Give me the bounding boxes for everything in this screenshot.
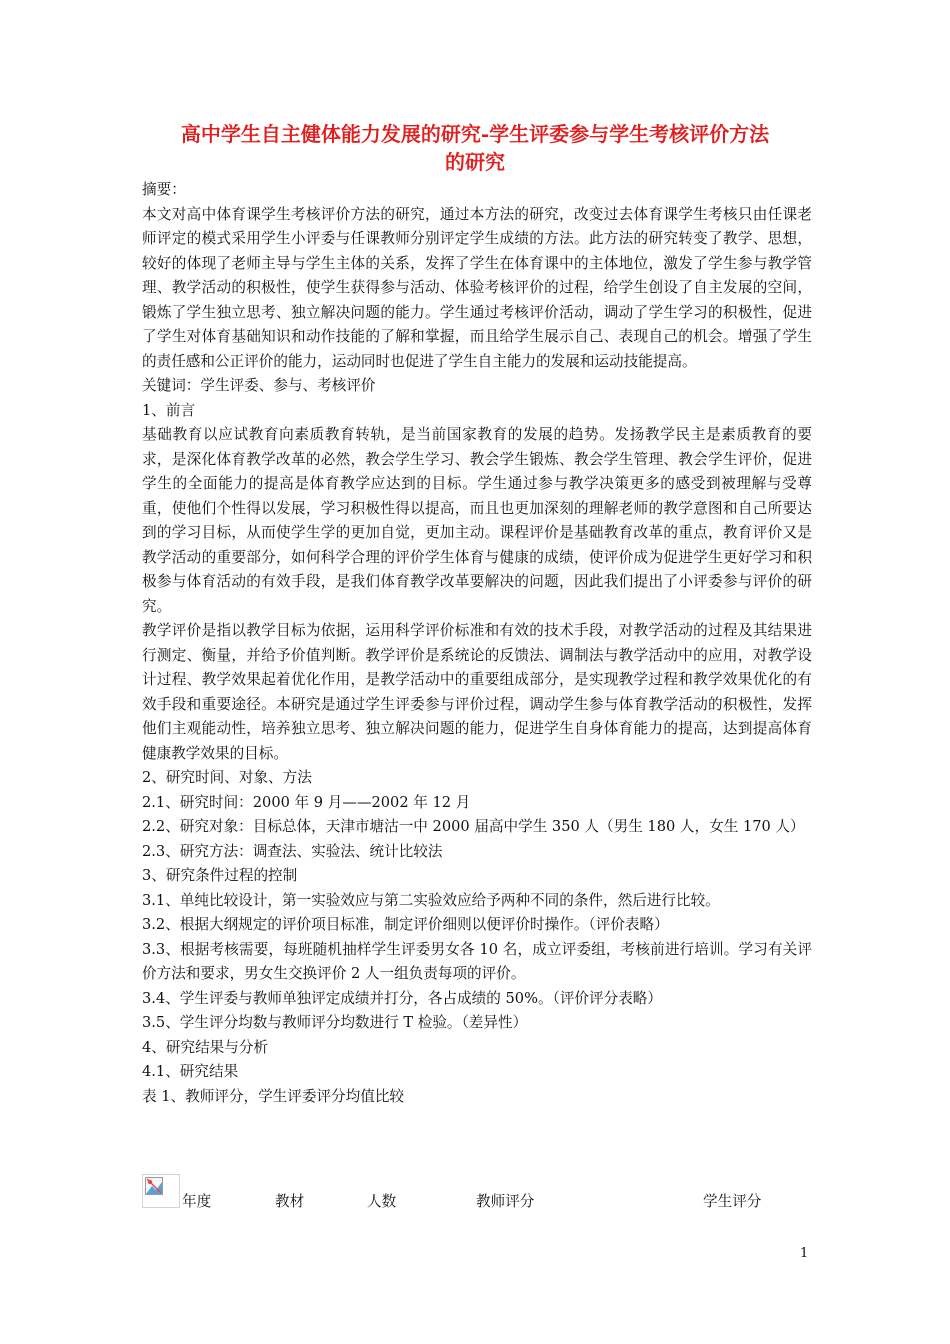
results-subheading: 4.1、研究结果 [142,1063,239,1080]
control-item-3: 3.3、根据考核需要，每班随机抽样学生评委男女各 10 名，成立评委组，考核前进行培训。学习有关评价方法和要求，男女生交换评价 2 人一组负责每项的评价。 [142,940,812,982]
method-subjects: 2.2、研究对象：目标总体，天津市塘沽一中 2000 届高中学生 350 人（男生 180 人，女生 170 人） [142,818,805,835]
method-time: 2.1、研究时间：2000 年 9 月——2002 年 12 月 [142,793,471,811]
abstract-heading: 摘要： [142,181,186,198]
table-header-count: 人数 [367,1193,397,1210]
control-item-2: 3.2、根据大纲规定的评价项目标准，制定评价细则以便评价时操作。（评价表略） [142,916,669,933]
method-approach: 2.3、研究方法：调查法、实验法、统计比较法 [142,842,443,860]
abstract-paragraph: 本文对高中体育课学生考核评价方法的研究，通过本方法的研究，改变过去体育课学生考核只由任课老师评定的模式采用学生小评委与任课教师分别评定学生成绩的方法。此方法的研究转变了教学、思想，较好的体现了老师主导与学生主体的关系，发挥了学生在体育课中的主体地位，激发了学生参与教学管理、教学活动的积极性，使学生获得参与活动、体验考核评价的过程，给学生创设了自主发展的空间，锻炼了学生独立思考、独立解决问题的能力。学生通过考核评价活动，调动了学生学习的积极性，促进了学生对体育基础知识和动作技能的了解和掌握，而且给学生展示自己、表现自己的机会。增强了学生的责任感和公正评价的能力，运动同时也促进了学生自主能力的发展和运动技能提高。 [142,205,812,370]
document-body [142,178,812,1109]
section-heading-method: 2、研究时间、对象、方法 [142,769,312,786]
control-item-1: 3.1、单纯比较设计，第一实验效应与第二实验效应给予两种不同的条件，然后进行比较。 [142,891,720,909]
control-item-4: 3.4、学生评委与教师单独评定成绩并打分，各占成绩的 50%。（评价评分表略） [142,989,662,1007]
title-line-2: 的研究 [445,150,505,174]
table-header-year: 年度 [182,1193,212,1210]
intro-paragraph-1: 基础教育以应试教育向素质教育转轨，是当前国家教育的发展的趋势。发扬教学民主是素质教育的要求，是深化体育教学改革的必然，教会学生学习、教会学生锻炼、教会学生管理、教会学生评价，促进学生的全面能力的提高是体育教学应达到的目标。学生通过参与教学决策更多的感受到被理解与受尊重，使他们个性得以发展，学习积极性得以提高，而且也更加深刻的理解老师的教学意图和自己所要达到的学习目标，从而使学生学的更加自觉，更加主动。课程评价是基础教育改革的重点，教育评价又是教学活动的重要部分，如何科学合理的评价学生体育与健康的成绩，使评价成为促进学生更好学习和积极参与体育活动的有效手段，是我们体育教学改革要解决的问题，因此我们提出了小评委参与评价的研究。 [142,426,812,615]
table-caption: 表 1、教师评分，学生评委评分均值比较 [142,1087,405,1105]
table-header-student-score: 学生评分 [703,1193,762,1210]
page-number: 1 [800,1246,809,1261]
table-header-material: 教材 [275,1193,305,1210]
broken-image-icon [142,1174,180,1208]
table-header-row [142,1174,822,1208]
section-heading-results: 4、研究结果与分析 [142,1038,269,1056]
section-heading-control: 3、研究条件过程的控制 [142,867,298,884]
intro-paragraph-2: 教学评价是指以教学目标为依据，运用科学评价标准和有效的技术手段，对教学活动的过程及其结果进行测定、衡量，并给予价值判断。教学评价是系统论的反馈法、调制法与教学活动中的应用，对教学设计过程、教学效果起着优化作用，是教学活动中的重要组成部分，是实现教学过程和教学效果优化的有效手段和重要途径。本研究是通过学生评委参与评价过程，调动学生参与体育教学活动的积极性，发挥他们主观能动性，培养独立思考、独立解决问题的能力，促进学生自身体育能力的提高，达到提高体育健康教学效果的目标。 [142,622,812,762]
document-title [140,120,810,176]
section-heading-intro: 1、前言 [142,401,196,419]
keywords-line: 关键词：学生评委、参与、考核评价 [142,377,376,394]
title-line-1: 高中学生自主健体能力发展的研究-学生评委参与学生考核评价方法 [180,122,770,146]
control-item-5: 3.5、学生评分均数与教师评分均数进行 T 检验。（差异性） [142,1014,528,1031]
table-header-teacher-score: 教师评分 [476,1193,535,1210]
